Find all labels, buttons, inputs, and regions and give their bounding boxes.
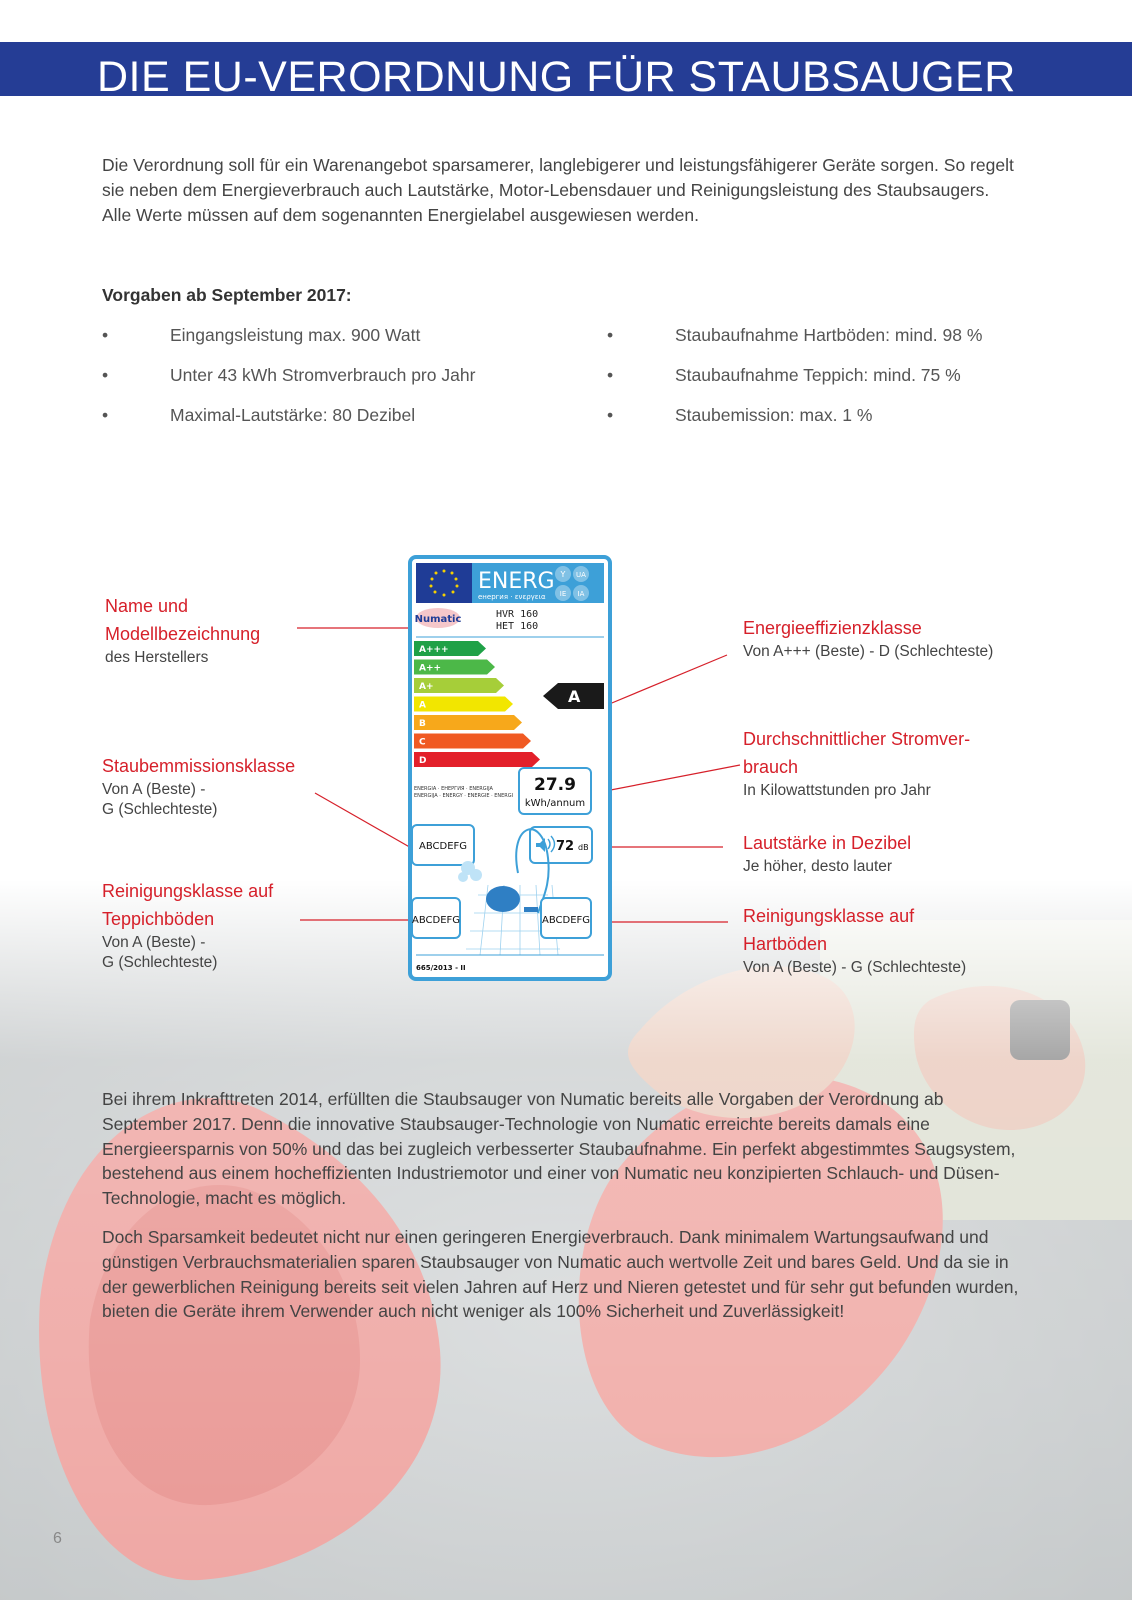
annotation-subtitle: Je höher, desto lauter xyxy=(743,858,893,875)
model-name: HVR 160 xyxy=(496,609,539,620)
efficiency-bar xyxy=(414,752,540,767)
emission-scale: ABCDEFG xyxy=(418,841,468,852)
annotation-title: Lautstärke in Dezibel xyxy=(743,833,912,853)
annotation-title: Reinigungsklasse auf xyxy=(102,881,274,901)
requirement-text: Unter 43 kWh Stromverbrauch pro Jahr xyxy=(170,365,476,385)
noise-unit: dB xyxy=(578,843,589,852)
annotation-title: Name und xyxy=(105,596,189,616)
energy-label xyxy=(408,555,612,981)
bullet: • xyxy=(607,405,614,425)
eu-flag-icon xyxy=(416,563,472,603)
rating-value: A xyxy=(568,687,581,706)
bullet: • xyxy=(607,365,614,385)
annotation-subtitle: Von A (Beste) - G (Schlechteste) xyxy=(743,959,967,976)
body-text xyxy=(102,1087,1022,1338)
annotation-hardfloor xyxy=(743,902,966,978)
efficiency-bar-label: A+ xyxy=(419,682,434,692)
efficiency-bar-label: A xyxy=(419,700,426,711)
leader-efficiency xyxy=(607,655,727,705)
annotation-subtitle: G (Schlechteste) xyxy=(102,954,218,971)
efficiency-bar-label: B xyxy=(419,719,426,729)
annotation-subtitle: Von A (Beste) - xyxy=(102,934,206,951)
kwh-value: 27.9 xyxy=(534,775,576,795)
annotation-subtitle: Von A+++ (Beste) - D (Schlechteste) xyxy=(743,643,994,660)
annotation-name xyxy=(105,592,260,668)
bullet: • xyxy=(607,325,614,345)
body-paragraph: Doch Sparsamkeit bedeutet nicht nur einen geringeren Energieverbrauch. Dank minimalem Wartungsaufwand und günstigen Verbrauchsmaterialien sparen Staubsauger von Numatic auch wertvolle Zeit und bares Geld. Und da sie in der gewerblichen Reinigung bereits seit vielen Jahren auf Herz und Nieren getestet und für sehr gut befunden wurden, bieten die Geräte ihrem Verwender auch nicht weniger als 100% Sicherheit und Zuverlässigkeit! xyxy=(102,1226,1019,1322)
lang-badge: UA xyxy=(576,571,586,579)
annotation-subtitle: des Herstellers xyxy=(105,649,209,666)
carpet-scale: ABCDEFG xyxy=(411,915,461,926)
bullet: • xyxy=(102,405,109,425)
annotation-title: Teppichböden xyxy=(102,909,215,929)
requirement-text: Eingangsleistung max. 900 Watt xyxy=(170,325,421,345)
lang-badge: IE xyxy=(559,590,567,598)
efficiency-bar-label: C xyxy=(419,737,426,748)
energy-words: ENERGIJA · ENERGY · ENERGIE · ENERGI xyxy=(414,793,514,799)
requirement-text: Staubaufnahme Hartböden: mind. 98 % xyxy=(675,325,983,345)
annotation-subtitle: Von A (Beste) - xyxy=(102,781,206,798)
annotation-subtitle: In Kilowattstunden pro Jahr xyxy=(743,782,931,799)
bullet: • xyxy=(102,365,109,385)
intro-paragraph: Die Verordnung soll für ein Warenangebot sparsamerer, langlebigerer und leistungsfähigerer Geräte sorgen. So regelt sie neben dem Energieverbrauch auch Lautstärke, Motor-Lebensdauer und Reinigungsleistung des Staubsaugers. Alle Werte müssen auf dem sogenannten Energielabel ausgewiesen werden. xyxy=(102,155,1014,225)
annotation-emission xyxy=(102,752,295,820)
requirements-heading: Vorgaben ab September 2017: xyxy=(102,285,352,305)
efficiency-bar-label: A++ xyxy=(419,663,442,674)
annotation-title: Modellbezeichnung xyxy=(105,624,261,644)
lang-badge: IA xyxy=(577,590,585,598)
kwh-unit: kWh/annum xyxy=(524,798,586,809)
regulation-number: 665/2013 - II xyxy=(416,964,466,972)
energ-subtext: енергия · ενεργεια xyxy=(478,593,546,601)
efficiency-bar-label: D xyxy=(419,756,427,766)
leader-consumption xyxy=(595,765,740,793)
requirement-text: Staubaufnahme Teppich: mind. 75 % xyxy=(675,365,961,385)
energ-text: ENERG xyxy=(478,569,555,594)
efficiency-bar-label: A+++ xyxy=(419,645,449,655)
body-paragraph: Bei ihrem Inkrafttreten 2014, erfüllten die Staubsauger von Numatic bereits alle Vorgaben der Verordnung ab September 2017. Denn die innovative Staubsauger-Technologie von Numatic erreichte bereits damals eine Energieersparnis von 50% und das bei zugleich verbesserter Staubaufnahme. Ein perfekt abgestimmtes Saugsystem, bestehend aus einem hocheffizienten Industriemotor und einer von Numatic neu konzipierten Schlauch- und Düsen-Technologie, macht es möglich. xyxy=(102,1089,1016,1209)
annotation-subtitle: G (Schlechteste) xyxy=(102,801,218,818)
efficiency-bar xyxy=(414,697,513,712)
annotation-carpet xyxy=(102,877,273,973)
nozzle-icon xyxy=(524,907,538,912)
hardfloor-scale: ABCDEFG xyxy=(541,915,591,926)
annotation-title: brauch xyxy=(743,757,799,777)
page-title: DIE EU-VERORDNUNG FÜR STAUBSAUGER xyxy=(97,53,1016,101)
model-name: HET 160 xyxy=(496,621,539,632)
annotation-title: Staubemmissionsklasse xyxy=(102,756,296,776)
annotation-title: Energieeffizienzklasse xyxy=(743,618,922,638)
efficiency-bar xyxy=(414,734,531,749)
annotation-efficiency xyxy=(743,614,993,662)
annotation-title: Durchschnittlicher Stromver- xyxy=(743,729,971,749)
noise-value: 72 xyxy=(556,839,575,854)
brand-name: Numatic xyxy=(414,614,462,625)
annotation-noise xyxy=(743,829,911,877)
annotation-title: Reinigungsklasse auf xyxy=(743,906,915,926)
requirement-text: Maximal-Lautstärke: 80 Dezibel xyxy=(170,405,416,425)
energy-words: ENERGIA · ЕНЕРГИЯ · ENERGIJA xyxy=(414,786,493,792)
vacuum-icon xyxy=(486,886,520,912)
annotation-consumption xyxy=(743,725,970,801)
requirement-text: Staubemission: max. 1 % xyxy=(675,405,873,425)
lang-badge: Y xyxy=(560,570,566,579)
efficiency-bar xyxy=(414,715,522,730)
bullet: • xyxy=(102,325,109,345)
annotation-title: Hartböden xyxy=(743,934,828,954)
page-number: 6 xyxy=(53,1530,62,1547)
